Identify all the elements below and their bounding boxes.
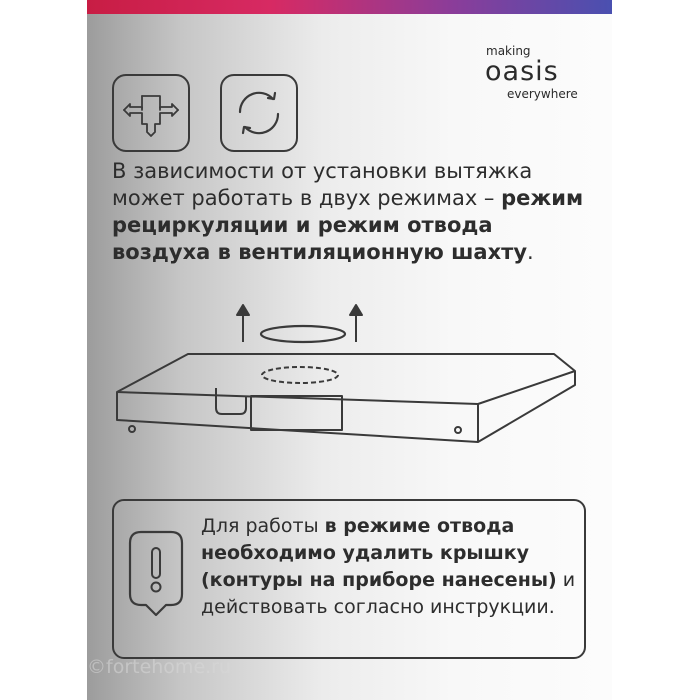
screw-right [455,427,461,433]
screw-left [129,426,135,432]
front-panel [251,396,342,430]
airflow-arrow-left-head [237,305,249,315]
notice-box [112,499,586,659]
warning-icon [127,529,185,621]
hood-top-edge [117,371,575,404]
watermark: ©fortehome.ru [87,656,232,678]
airflow-arrow-right-head [350,305,362,315]
hood-outline [117,354,575,442]
front-tab [216,388,246,414]
description-end: . [527,240,534,264]
recirculation-icon [220,74,298,152]
product-card [87,0,612,700]
brand-everywhere: everywhere [507,87,578,101]
brand-making: making [486,44,531,58]
brand-oasis: oasis [485,56,559,87]
notice-text-2: и действовать согласно инструкции. [201,569,576,618]
description-bold-text: режим рециркуляции и режим отвода воздуха в вентиляционную шахту [112,186,584,264]
notice-text [201,513,581,621]
notice-bold-text: в режиме отвода необходимо удалить крышку (контуры на приборе нанесены) [201,515,557,591]
modes-description [112,158,592,266]
airflow-exhaust-icon [112,74,190,152]
outlet-ring [261,326,345,342]
brand-gradient-bar [87,0,612,14]
cutout-outline [262,367,338,383]
range-hood-illustration [112,296,582,448]
notice-text-1: Для работы [201,515,325,537]
description-text: В зависимости от установки вытяжка может работать в двух режимах – [112,159,533,210]
